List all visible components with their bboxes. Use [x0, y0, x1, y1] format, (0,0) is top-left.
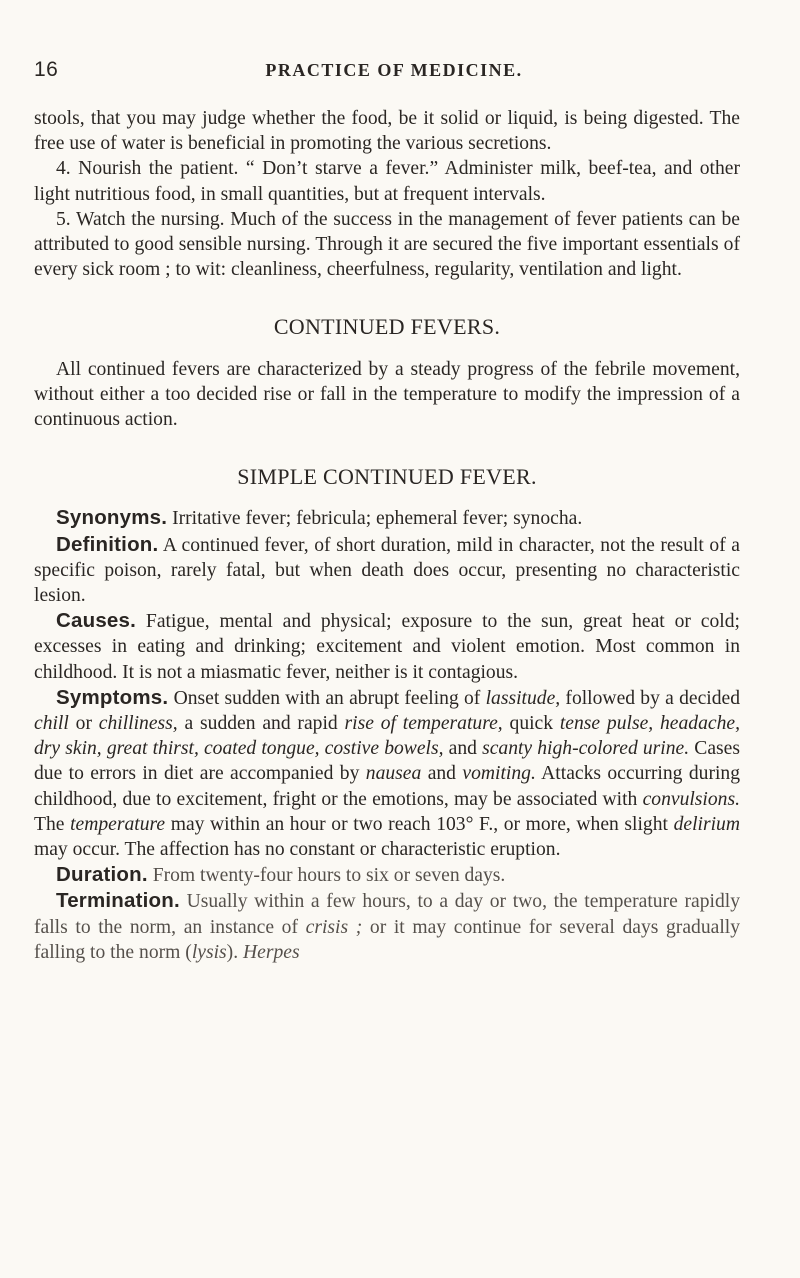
symptoms-text: followed by a decided	[565, 687, 741, 709]
duration-text: From twenty-four hours to six or seven days.	[152, 865, 506, 887]
duration-term: Duration.	[56, 863, 148, 887]
causes-paragraph	[34, 608, 740, 685]
symptoms-text: and	[448, 738, 477, 760]
termination-text: Usually within a few hours, to a day or two, the temperature rapidly falls to the norm, an instance of	[34, 891, 740, 938]
intro-paragraph-1: stools, that you may judge whether the food, be it solid or liquid, is being digested. The free use of water is beneficial in promoting the various secretions.	[34, 108, 740, 155]
symptoms-emphasis: rise of temperature,	[344, 713, 503, 735]
termination-paren-open: (	[185, 941, 192, 963]
termination-text: or it may continue for several days gradually falling to the norm	[34, 916, 740, 963]
running-title: PRACTICE OF MEDICINE.	[265, 60, 523, 80]
termination-emphasis: lysis	[191, 941, 227, 963]
synonyms-text: Irritative fever; febricula; ephemeral fever; synocha.	[172, 508, 583, 530]
termination-term: Termination.	[56, 889, 180, 913]
page-number: 16	[34, 58, 59, 81]
section-heading-simple-continued-fever: SIMPLE CONTINUED FEVER.	[237, 464, 537, 490]
duration-paragraph	[34, 862, 740, 888]
section-heading-continued-fevers: CONTINUED FEVERS.	[273, 314, 501, 340]
symptoms-term: Symptoms.	[56, 685, 169, 709]
intro-paragraph-2: 4. Nourish the patient. “ Don’t starve a fever.” Administer milk, beef-tea, and other light nutritious food, in small quantities, but at frequent intervals.	[34, 158, 740, 205]
symptoms-text: Cases due to errors in diet are accompanied by	[34, 738, 740, 785]
symptoms-emphasis: tense pulse, headache, dry skin, great thirst, coated tongue, costive bowels,	[34, 713, 740, 760]
symptoms-paragraph	[34, 685, 740, 862]
symptoms-text: quick	[509, 713, 554, 735]
body-text	[34, 106, 740, 965]
continued-fevers-paragraph: All continued fevers are characterized by a steady progress of the febrile movement, without either a too decided rise or fall in the temperature to modify the impression of a continuous action.	[34, 358, 740, 431]
synonyms-term: Synonyms.	[56, 506, 168, 530]
definition-paragraph	[34, 532, 740, 609]
termination-paren-close: ).	[226, 941, 239, 963]
running-head	[34, 58, 754, 82]
termination-emphasis: Herpes	[243, 941, 300, 963]
symptoms-text: may within an hour or two reach 103° F., or more, when slight	[170, 813, 668, 835]
symptoms-text: Attacks occurring during childhood, due to excitement, fright or the emotions, may be associated with	[34, 763, 741, 810]
intro-paragraph-3: 5. Watch the nursing. Much of the success in the management of fever patients can be attributed to good sensible nursing. Through it are secured the five important essentials of every sick room ; to wit: cleanliness, cheerfulness, regularity, ventilation and light.	[34, 208, 740, 281]
termination-emphasis: crisis ;	[305, 916, 363, 938]
symptoms-emphasis: chill	[34, 713, 69, 735]
symptoms-text: Onset sudden with an abrupt feeling of	[173, 687, 481, 709]
causes-text: Fatigue, mental and physical; exposure to the sun, great heat or cold; excesses in eating and drinking; excitement and violent emotion. Most common in childhood. It is not a miasmatic fever, neither is it contagious.	[34, 611, 740, 683]
symptoms-text: The	[34, 813, 65, 835]
definition-text: A continued fever, of short duration, mild in character, not the result of a specific poison, rarely fatal, but when death does occur, presenting no characteristic lesion.	[34, 534, 740, 607]
symptoms-emphasis: temperature	[70, 813, 166, 835]
symptoms-emphasis: delirium	[673, 813, 740, 835]
symptoms-text: or	[75, 713, 92, 735]
symptoms-emphasis: convulsions.	[642, 788, 740, 810]
symptoms-emphasis: chilliness,	[98, 713, 178, 735]
symptoms-text: a sudden and rapid	[184, 713, 338, 735]
symptoms-text: may occur. The affection has no constant or characteristic eruption.	[34, 839, 561, 861]
termination-paragraph	[34, 888, 740, 965]
synonyms-paragraph	[34, 505, 740, 531]
symptoms-emphasis: lassitude,	[485, 687, 561, 709]
symptoms-emphasis: vomiting.	[462, 763, 536, 785]
symptoms-emphasis: nausea	[365, 763, 422, 785]
definition-term: Definition.	[56, 532, 159, 556]
symptoms-emphasis: scanty high-colored urine.	[482, 738, 690, 760]
causes-term: Causes.	[56, 609, 137, 633]
symptoms-text: and	[427, 763, 456, 785]
